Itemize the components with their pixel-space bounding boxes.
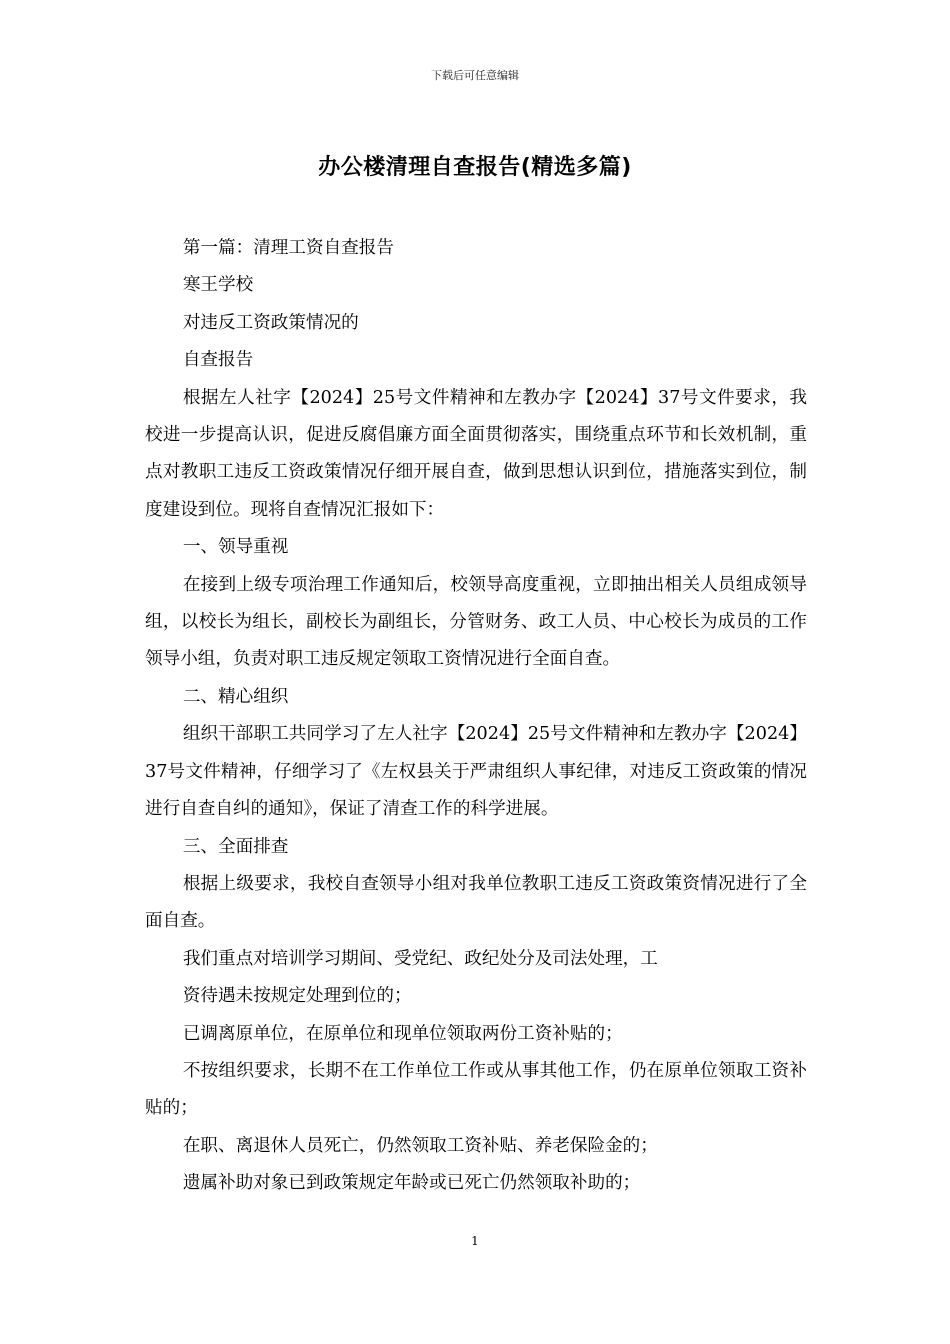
section-heading: 三、全面排查	[182, 836, 289, 857]
paragraph: 第一篇：清理工资自查报告	[182, 238, 394, 258]
paragraph: 已调离原单位，在原单位和现单位领取两份工资补贴的；	[182, 1023, 623, 1044]
paragraph: 寒王学校	[182, 275, 254, 296]
paragraph: 自查报告	[182, 350, 254, 371]
page-number: 1	[471, 1234, 479, 1248]
paragraph: 根据上级要求，我校自查领导小组对我单位教职工违反工资政策资情况进行了全面自查。	[145, 873, 807, 932]
paragraph: 不按组织要求，长期不在工作单位工作或从事其他工作，仍在原单位领取工资补贴的；	[145, 1060, 807, 1119]
document-body	[145, 230, 807, 1203]
paragraph: 组织干部职工共同学习了左人社字【2024】25号文件精神和左教办字【2024】37号文件精神，仔细学习了《左权县关于严肃组织人事纪律，对违反工资政策的情况进行自查自纠的通知》，保证了清查工作的科学进展。	[145, 724, 807, 820]
document-title: 办公楼清理自查报告(精选多篇)	[318, 155, 632, 180]
paragraph: 对违反工资政策情况的	[182, 312, 359, 333]
paragraph: 遗属补助对象已到政策规定年龄或已死亡仍然领取补助的；	[182, 1173, 641, 1194]
paragraph: 资待遇未按规定处理到位的；	[182, 986, 412, 1007]
paragraph: 在接到上级专项治理工作通知后，校领导高度重视，立即抽出相关人员组成领导组，以校长为组长，副校长为副组长，分管财务、政工人员、中心校长为成员的工作领导小组，负责对职工违反规定领取工资情况进行全面自查。	[145, 574, 807, 670]
paragraph: 我们重点对培训学习期间、受党纪、政纪处分及司法处理，工	[182, 948, 658, 969]
paragraph: 在职、离退休人员死亡，仍然领取工资补贴、养老保险金的；	[182, 1135, 658, 1156]
section-heading: 二、精心组织	[182, 686, 289, 707]
section-heading: 一、领导重视	[182, 537, 289, 558]
paragraph: 根据左人社字【2024】25号文件精神和左教办字【2024】37号文件要求，我校进一步提高认识，促进反腐倡廉方面全面贯彻落实，围绕重点环节和长效机制，重点对教职工违反工资政策情况仔细开展自查，做到思想认识到位，措施落实到位，制度建设到位。现将自查情况汇报如下：	[145, 387, 807, 520]
header-note: 下载后可任意编辑	[431, 69, 519, 82]
